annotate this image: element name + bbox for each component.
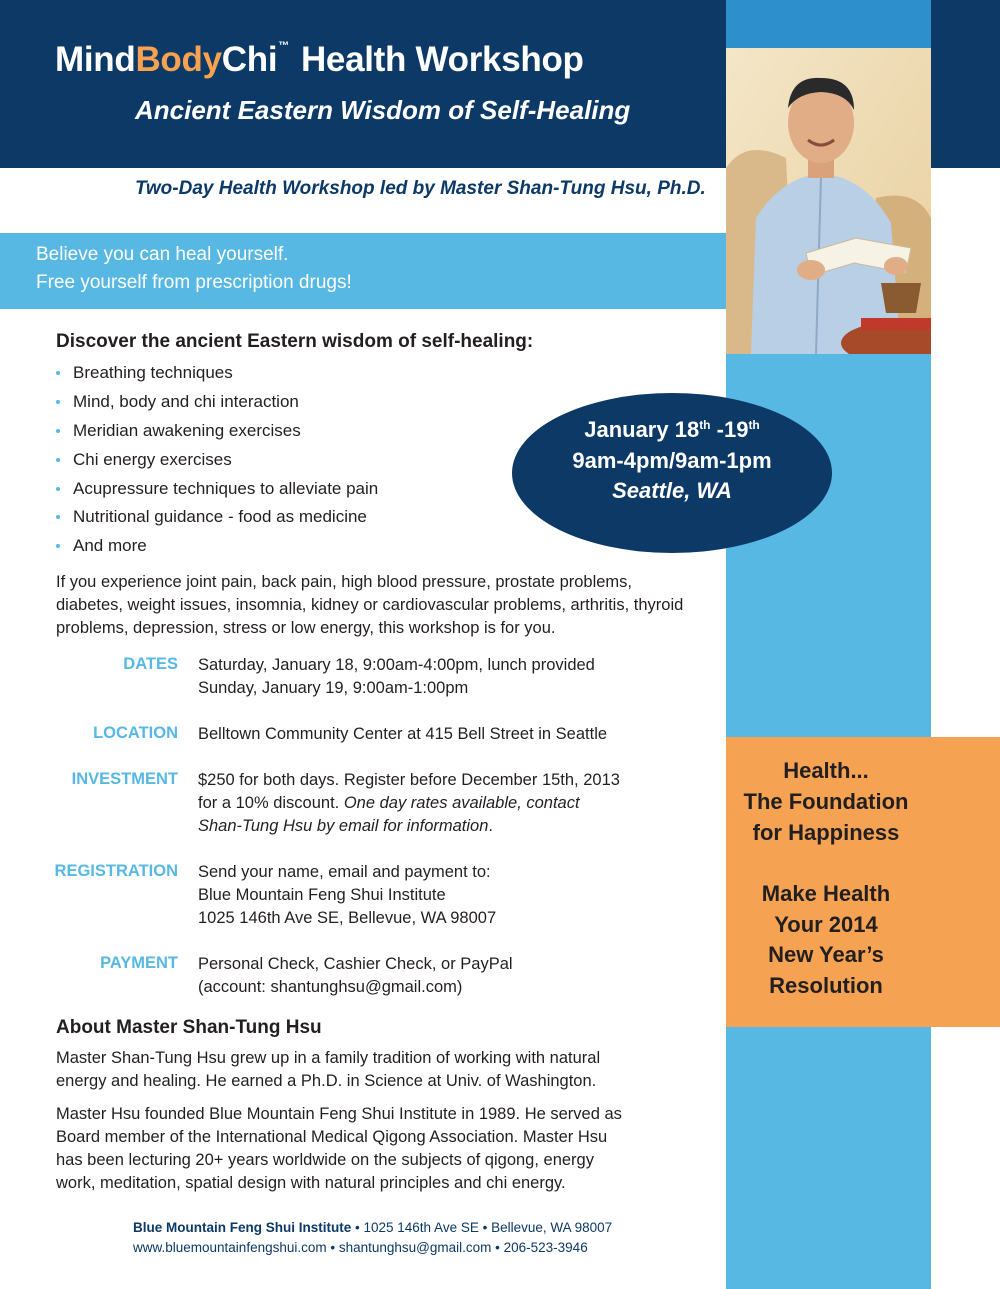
list-item — [56, 532, 378, 561]
investment-line-1: $250 for both days. Register before December 15th, 2013 — [198, 771, 620, 789]
list-item-text: Meridian awakening exercises — [73, 420, 301, 440]
dates-line-1: Saturday, January 18, 9:00am-4:00pm, lunch provided — [198, 656, 595, 674]
conditions-paragraph: If you experience joint pain, back pain, high blood pressure, prostate problems, diabetes, weight issues, insomnia, kidney or cardiovascular problems, arthritis, thyroid problems, depression, stress or low energy, this workshop is for you. — [56, 573, 684, 637]
discover-list — [56, 359, 378, 561]
oval-date-end-suffix: th — [748, 418, 760, 432]
list-item-text: And more — [73, 536, 147, 556]
about-p2-line: Board member of the International Medical Qigong Association. Master Hsu — [56, 1128, 608, 1146]
registration-value — [198, 861, 698, 930]
footer-street: 1025 146th Ave SE — [363, 1220, 479, 1235]
payment-label: PAYMENT — [100, 954, 178, 972]
footer-separator: • — [351, 1220, 364, 1235]
list-item — [56, 388, 378, 417]
location-line-1: Belltown Community Center at 415 Bell Street in Seattle — [198, 725, 608, 743]
registration-line-1: Send your name, email and payment to: — [198, 863, 491, 881]
registration-line-3: 1025 146th Ave SE, Bellevue, WA 98007 — [198, 909, 497, 927]
oval-dates — [512, 417, 832, 443]
location-value — [198, 723, 698, 746]
investment-period: . — [488, 817, 494, 835]
list-item — [56, 359, 378, 388]
about-heading: About Master Shan-Tung Hsu — [56, 1017, 322, 1038]
dates-label: DATES — [123, 655, 178, 673]
workshop-lead-line: Two-Day Health Workshop led by Master Shan-Tung Hsu, Ph.D. — [135, 178, 706, 199]
tagline-line-1: Believe you can heal yourself. — [36, 244, 289, 265]
dates-value — [198, 654, 698, 700]
footer-separator: • — [326, 1240, 339, 1255]
registration-label: REGISTRATION — [54, 862, 178, 880]
dates-line-2: Sunday, January 19, 9:00am-1:00pm — [198, 679, 469, 697]
about-paragraph-1 — [56, 1047, 696, 1093]
investment-line-3 — [198, 815, 698, 838]
bullet-dot-icon — [56, 458, 60, 462]
bullet-dot-icon — [56, 487, 60, 491]
about-p2-line: work, meditation, spatial design with natural principles and chi energy. — [56, 1174, 566, 1192]
payment-line-2: (account: shantunghsu@gmail.com) — [198, 978, 463, 996]
list-item — [56, 417, 378, 446]
callout-line: Make Health — [761, 881, 891, 906]
oval-date-end: -19 — [710, 417, 749, 442]
portrait-illustration — [726, 48, 931, 354]
list-item-text: Breathing techniques — [73, 363, 233, 383]
oval-place: Seattle, WA — [612, 478, 732, 503]
footer-address-line — [133, 1220, 612, 1235]
about-p1-line: energy and healing. He earned a Ph.D. in Science at Univ. of Washington. — [56, 1072, 597, 1090]
footer-phone: 206-523-3946 — [503, 1240, 588, 1255]
bullet-dot-icon — [56, 429, 60, 433]
callout-line: The Foundation — [743, 789, 909, 814]
workshop-title — [55, 40, 584, 80]
callout-line: Health... — [783, 758, 869, 783]
trademark-symbol: ™ — [278, 40, 289, 52]
title-body: Body — [135, 40, 222, 79]
bullet-dot-icon — [56, 544, 60, 548]
callout-line: Your 2014 — [774, 912, 878, 937]
investment-label: INVESTMENT — [71, 770, 178, 788]
oval-times: 9am-4pm/9am-1pm — [572, 448, 772, 473]
oval-date-start-suffix: th — [699, 418, 711, 432]
title-chi: Chi — [221, 40, 278, 79]
tagline-line-2: Free yourself from prescription drugs! — [36, 272, 352, 293]
about-p2-line: Master Hsu founded Blue Mountain Feng Shui Institute in 1989. He served as — [56, 1105, 622, 1123]
payment-line-1: Personal Check, Cashier Check, or PayPal — [198, 955, 513, 973]
about-p2-line: has been lecturing 20+ years worldwide on the subjects of qigong, energy — [56, 1151, 594, 1169]
list-item-text: Mind, body and chi interaction — [73, 392, 299, 412]
location-label: LOCATION — [93, 724, 178, 742]
callout-line: Resolution — [769, 973, 883, 998]
footer-org-name: Blue Mountain Feng Shui Institute — [133, 1220, 352, 1235]
bullet-dot-icon — [56, 400, 60, 404]
master-portrait-photo — [726, 48, 931, 354]
title-mind: Mind — [55, 40, 136, 79]
list-item-text: Acupressure techniques to alleviate pain — [73, 478, 379, 498]
workshop-subtitle: Ancient Eastern Wisdom of Self-Healing — [135, 95, 631, 125]
list-item-text: Chi energy exercises — [73, 449, 232, 469]
callout-line: New Year’s — [768, 942, 884, 967]
footer-city: Bellevue, WA 98007 — [491, 1220, 613, 1235]
oval-date-start: January 18 — [584, 417, 700, 442]
investment-value — [198, 769, 698, 838]
investment-line-2 — [198, 792, 698, 815]
list-item — [56, 474, 378, 503]
title-rest: Health Workshop — [300, 40, 584, 79]
investment-discount-text: for a 10% discount. — [198, 794, 344, 812]
list-item-text: Nutritional guidance - food as medicine — [73, 507, 367, 527]
footer-contact-line — [133, 1240, 588, 1255]
right-column-top-bar — [726, 0, 931, 48]
registration-line-2: Blue Mountain Feng Shui Institute — [198, 886, 446, 904]
investment-contact-text: Shan-Tung Hsu by email for information — [198, 817, 489, 835]
footer-website-link[interactable]: www.bluemountainfengshui.com — [133, 1240, 327, 1255]
footer-email-link[interactable]: shantunghsu@gmail.com — [338, 1240, 492, 1255]
about-paragraph-2 — [56, 1103, 696, 1195]
footer-separator: • — [491, 1240, 504, 1255]
about-p1-line: Master Shan-Tung Hsu grew up in a family tradition of working with natural — [56, 1049, 601, 1067]
bullet-dot-icon — [56, 515, 60, 519]
list-item — [56, 503, 378, 532]
payment-value — [198, 953, 698, 999]
discover-heading: Discover the ancient Eastern wisdom of self-healing: — [56, 331, 534, 352]
list-item — [56, 445, 378, 474]
investment-one-day-text: One day rates available, contact — [343, 794, 580, 812]
bullet-dot-icon — [56, 371, 60, 375]
callout-line: for Happiness — [752, 820, 900, 845]
footer-separator: • — [478, 1220, 492, 1235]
